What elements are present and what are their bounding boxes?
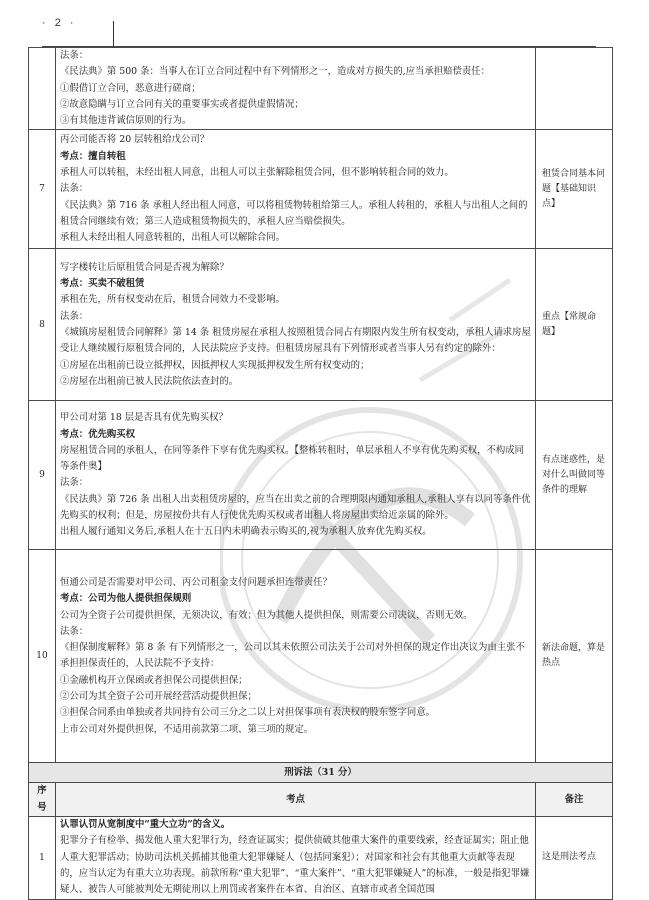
row-number <box>29 48 56 130</box>
content-line: ①金融机构开立保函或者担保公司提供担保； <box>60 674 248 686</box>
content-line: ②房屋在出租前已被人民法院依法查封的。 <box>60 375 239 387</box>
page-header <box>0 0 649 46</box>
content-line: ②故意隐瞒与订立合同有关的重要事实或者提供虚假情况； <box>60 98 304 110</box>
content-line: 法条： <box>60 477 89 489</box>
exam-point-heading: 认罪认罚从宽制度中“重大立功”的含义。 <box>60 819 231 831</box>
exam-point-heading: 考点：优先购买权 <box>60 428 136 440</box>
content-line: 犯罪分子有检举、揭发他人重大犯罪行为，经查证属实；提供侦破其他重大案件的重要线索，经查证属实；阻止他人重大犯罪活动；协助司法机关抓捕其他重大犯罪嫌疑人（包括同案犯）；对国家和社会有其他重大贡献等表现的，应当认定为有重大立功表现。前款所称“重大犯罪”、“重大案件”、“重大犯罪嫌疑人”的标准，一般是指犯罪嫌疑人、被告人可能被判处无期徒刑以上刑罚或者案件在本省、自治区、直辖市或者全国范围 <box>60 835 530 896</box>
row-content <box>56 401 536 550</box>
row-number: 10 <box>29 550 56 763</box>
row-note: 有点迷惑性，是对什么叫做同等条件的理解 <box>536 401 613 550</box>
row-note: 租赁合同基本问题【基础知识点】 <box>536 130 613 249</box>
row-content <box>56 48 536 130</box>
content-line: ③有其他违背诚信原则的行为。 <box>60 115 192 127</box>
row-content <box>56 249 536 401</box>
content-line: 公司为全资子公司提供担保，无须决议，有效；但为其他人提供担保，则需要公司决议，否则无效。 <box>60 609 473 621</box>
row-content <box>56 817 536 899</box>
row-content <box>56 130 536 249</box>
content-line: ①房屋在出租前已设立抵押权，因抵押权人实现抵押权发生所有权变动的； <box>60 359 370 371</box>
header-point: 考点 <box>56 783 536 817</box>
header-no: 序号 <box>29 783 56 817</box>
content-line: ③担保合同系由单独或者共同持有公司三分之二以上对担保事项有表决权的股东签字同意。 <box>60 707 436 719</box>
header-divider <box>113 21 114 47</box>
table-row <box>29 817 613 899</box>
row-note: 这是刑法考点 <box>536 817 613 899</box>
table-row <box>29 48 613 130</box>
exam-point-heading: 考点：公司为他人提供担保规则 <box>60 593 192 605</box>
page-number: · 2 · <box>42 17 77 29</box>
content-line: 承租人未经出租人同意转租的，出租人可以解除合同。 <box>60 232 286 244</box>
content-line: 上市公司对外提供担保，不适用前款第二项、第三项的规定。 <box>60 723 314 735</box>
row-note: 新法命题，算是热点 <box>536 550 613 763</box>
content-line: 《担保制度解释》第 8 条 有下列情形之一，公司以其未依照公司法关于公司对外担保的规定作出决议为由主张不承担担保责任的，人民法院不予支持： <box>60 642 525 670</box>
row-note <box>536 48 613 130</box>
row-number: 8 <box>29 249 56 401</box>
content-line: ②公司为其全资子公司开展经营活动提供担保； <box>60 691 257 703</box>
table-row <box>29 401 613 550</box>
content-line: 《城镇房屋租赁合同解释》第 14 条 租赁房屋在承租人按照租赁合同占有期限内发生所有权变动，承租人请求房屋受让人继续履行原租赁合同的，人民法院应予支持。但租赁房屋具有下列情形或者当事人另有约定的除外： <box>60 326 531 355</box>
table-row <box>29 249 613 401</box>
content-line: 承租人可以转租，未经出租人同意，出租人可以主张解除租赁合同，但不影响转租合同的效力。 <box>60 167 454 179</box>
content-line: 写字楼转让后原租赁合同是否视为解除？ <box>60 261 229 273</box>
section-title: 刑诉法（31 分） <box>29 763 613 783</box>
table-row <box>29 130 613 249</box>
header-note: 备注 <box>536 783 613 817</box>
table-header-row <box>29 783 613 817</box>
content-line: 法条： <box>60 50 89 61</box>
exam-point-heading: 考点：买卖不破租赁 <box>60 278 145 290</box>
exam-points-table <box>28 47 613 900</box>
row-number: 9 <box>29 401 56 550</box>
content-line: 房屋租赁合同的承租人，在同等条件下享有优先购买权。【整栋转租时，单层承租人不享有优先购买权，不构成同等条件奥】 <box>60 444 525 473</box>
content-line: 《民法典》第 716 条 承租人经出租人同意，可以将租赁物转租给第三人。承租人转租的，承租人与出租人之间的租赁合同继续有效；第三人造成租赁物损失的，承租人应当赔偿损失。 <box>60 199 528 227</box>
content-line: 承租在先，所有权变动在后，租赁合同效力不受影响。 <box>60 294 286 306</box>
content-line: 《民法典》第 500 条：当事人在订立合同过程中有下列情形之一，造成对方损失的,应当承担赔偿责任： <box>60 66 490 78</box>
content-line: 丙公司能否将 20 层转租给戊公司？ <box>60 134 210 146</box>
row-content <box>56 550 536 763</box>
table-row <box>29 550 613 763</box>
row-number: 7 <box>29 130 56 249</box>
content-line: 出租人履行通知义务后,承租人在十五日内未明确表示购买的,视为承租人放弃优先购买权。 <box>60 526 432 538</box>
row-number: 1 <box>29 817 56 899</box>
content-line: ①假借订立合同，恶意进行磋商； <box>60 82 201 94</box>
row-note: 重点【常规命题】 <box>536 249 613 401</box>
exam-point-heading: 考点：擅自转租 <box>60 150 126 162</box>
content-line: 法条： <box>60 310 89 322</box>
content-line: 法条： <box>60 625 89 637</box>
content-line: 《民法典》第 726 条 出租人出卖租赁房屋的，应当在出卖之前的合理期限内通知承租人,承租人享有以同等条件优先购买的权利；但是，房屋按份共有人行使优先购买权或者出租人将房屋出卖给近亲属的除外。 <box>60 493 531 522</box>
content-line: 法条： <box>60 183 89 195</box>
content-line: 甲公司对第 18 层是否具有优先购买权？ <box>60 412 228 424</box>
content-line: 恒通公司是否需要对甲公司、丙公司租金支付问题承担连带责任？ <box>60 577 332 588</box>
